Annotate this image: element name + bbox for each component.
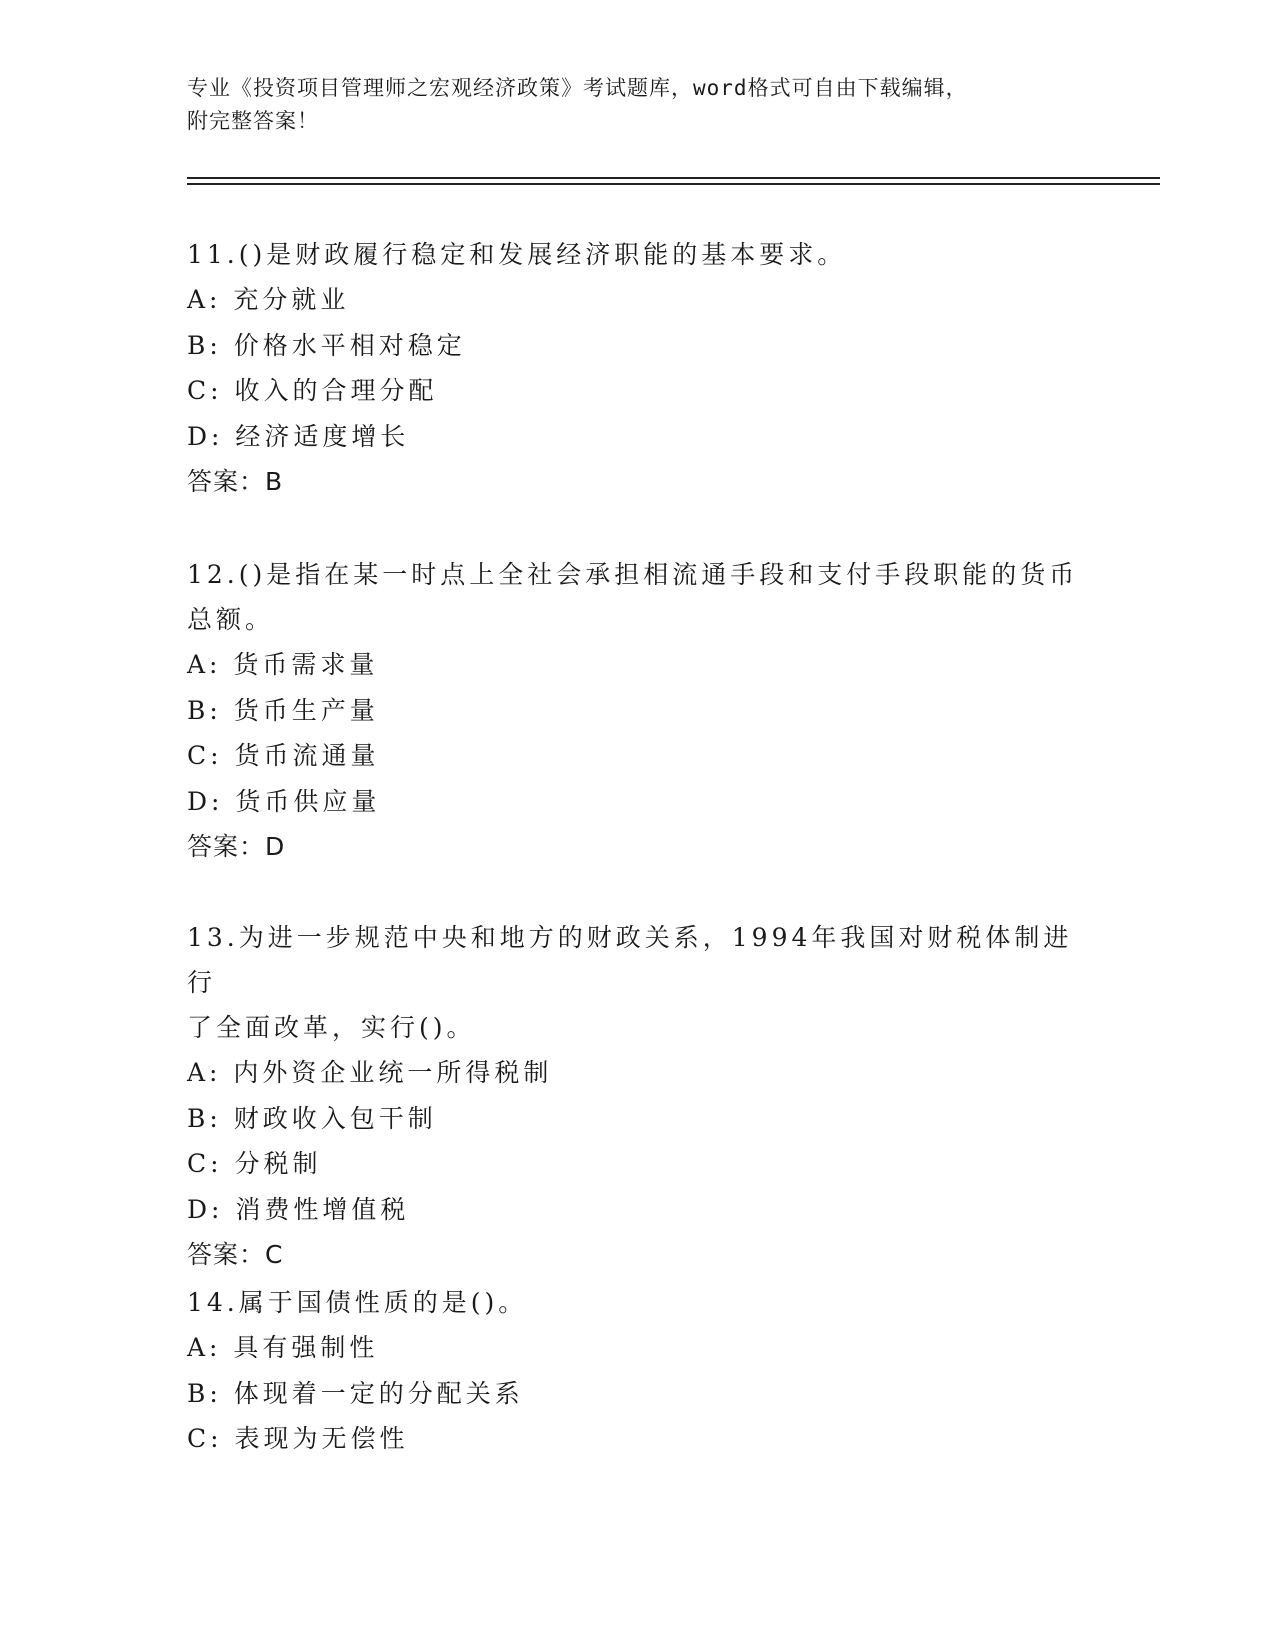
option-b: B: 价格水平相对稳定 <box>187 330 466 360</box>
option-a: A: 内外资企业统一所得税制 <box>187 1058 553 1087</box>
header-divider-top <box>187 177 1160 179</box>
answer: 答案：B <box>187 467 284 496</box>
question-stem: 13.为进一步规范中央和地方的财政关系，1994年我国对财税体制进行 <box>187 923 1073 997</box>
header-line-2: 附完整答案！ <box>187 109 319 133</box>
question-stem: 11.()是财政履行稳定和发展经济职能的基本要求。 <box>187 240 847 269</box>
question-11 <box>187 232 1087 504</box>
document-header <box>187 72 1087 138</box>
option-c: C: 表现为无偿性 <box>187 1424 409 1453</box>
header-line-1: 专业《投资项目管理师之宏观经济政策》考试题库，word格式可自由下载编辑， <box>187 76 968 100</box>
option-b: B: 货币生产量 <box>187 695 379 725</box>
option-b: B: 体现着一定的分配关系 <box>187 1378 524 1408</box>
question-stem-continued: 总额。 <box>187 605 275 634</box>
option-c: C: 分税制 <box>187 1149 322 1178</box>
option-a: A: 充分就业 <box>187 285 350 314</box>
question-14 <box>187 1280 1087 1462</box>
question-12 <box>187 552 1087 869</box>
option-d: D: 消费性增值税 <box>187 1194 410 1224</box>
option-c: C: 收入的合理分配 <box>187 376 438 405</box>
answer: 答案：D <box>187 832 286 861</box>
option-a: A: 具有强制性 <box>187 1333 379 1362</box>
header-divider-bottom <box>187 183 1160 185</box>
option-b: B: 财政收入包干制 <box>187 1103 437 1133</box>
question-stem-continued: 了全面改革，实行()。 <box>187 1013 476 1042</box>
answer: 答案：C <box>187 1240 284 1269</box>
question-13 <box>187 915 1087 1277</box>
option-c: C: 货币流通量 <box>187 741 380 770</box>
question-stem: 12.()是指在某一时点上全社会承担相流通手段和支付手段职能的货币 <box>187 560 1079 589</box>
question-stem: 14.属于国债性质的是()。 <box>187 1288 528 1317</box>
option-d: D: 货币供应量 <box>187 786 381 816</box>
option-d: D: 经济适度增长 <box>187 421 410 451</box>
option-a: A: 货币需求量 <box>187 650 379 679</box>
